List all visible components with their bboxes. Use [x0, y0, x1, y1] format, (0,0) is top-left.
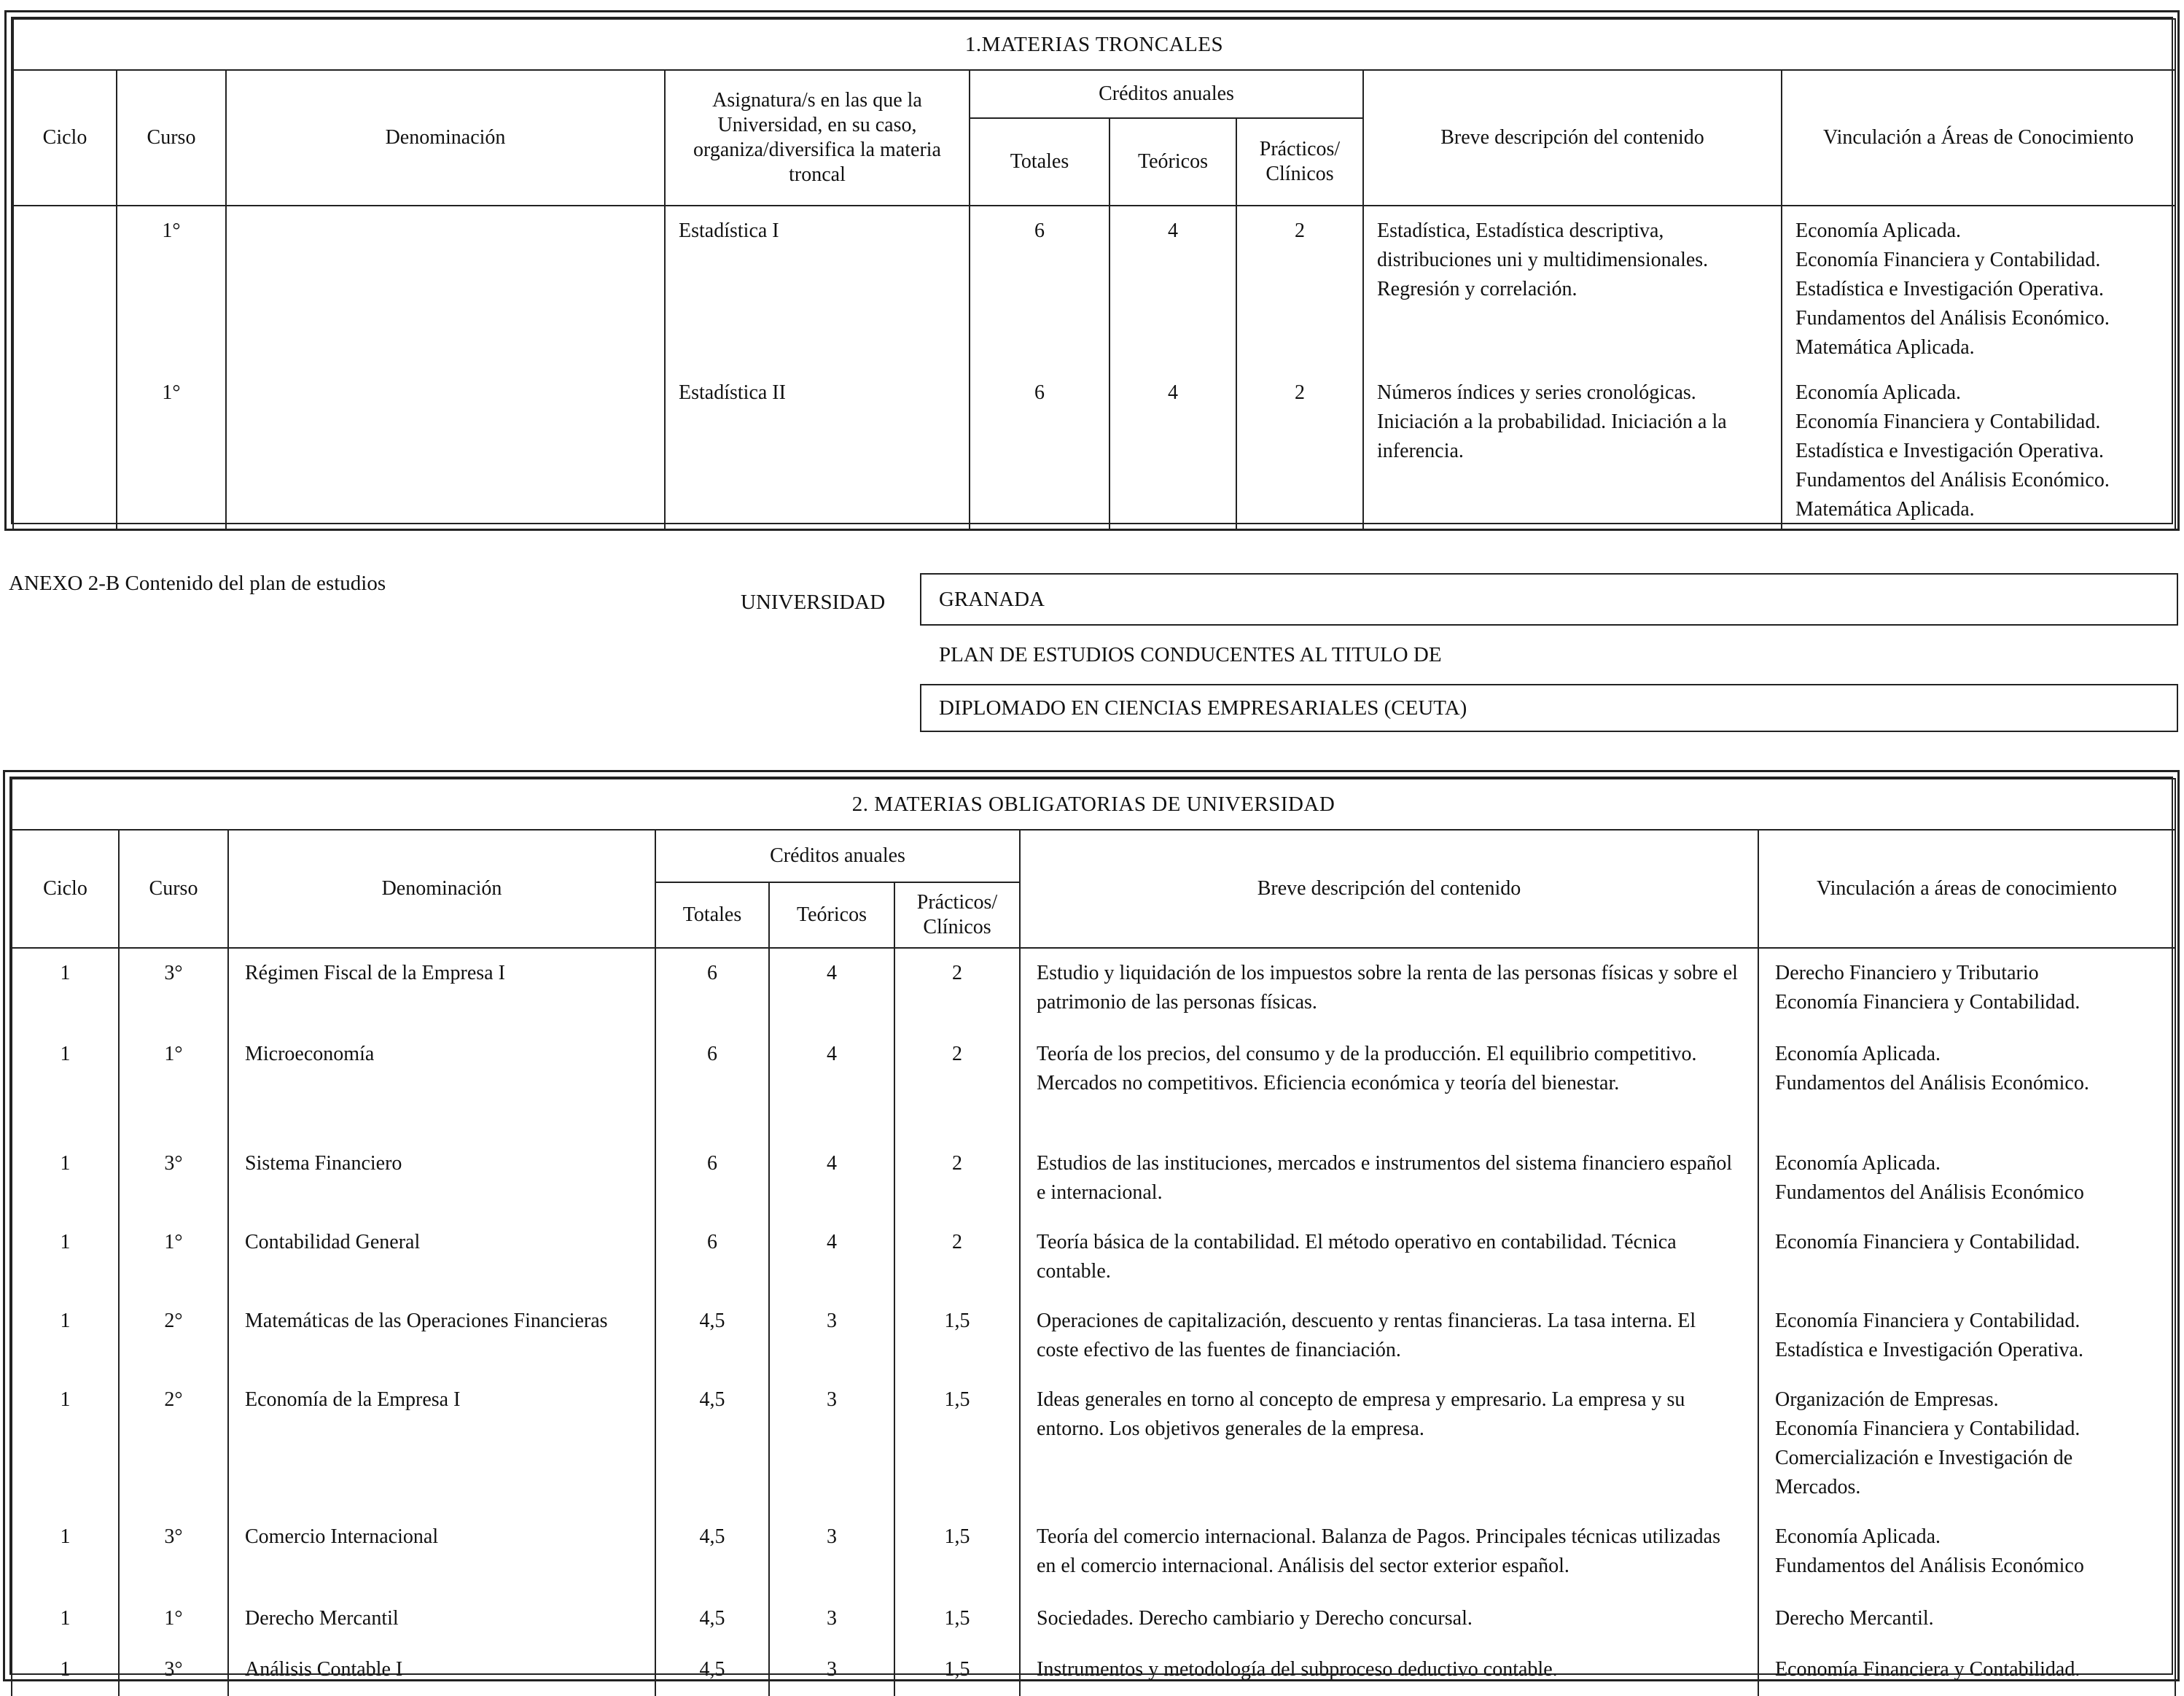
header-teoricos: Teóricos	[769, 882, 894, 948]
table-row	[12, 1218, 2175, 1296]
area-line: Fundamentos del Análisis Económico	[1775, 1555, 2084, 1577]
plan-label: PLAN DE ESTUDIOS CONDUCENTES AL TITULO DE	[939, 643, 1442, 666]
area-line: Economía Financiera y Contabilidad.	[1795, 249, 2101, 271]
curso-cell: 3°	[119, 1139, 228, 1218]
totales-cell: 6	[655, 1218, 769, 1296]
area-line: Economía Financiera y Contabilidad.	[1795, 411, 2101, 433]
descripcion-cell: Estudios de las instituciones, mercados e instrumentos del sistema financiero español e internacional.	[1020, 1139, 1758, 1218]
ciclo-cell: 1	[12, 1218, 119, 1296]
table-row	[12, 1296, 2175, 1375]
practicos-cell: 1,5	[894, 1296, 1020, 1375]
teoricos-cell: 3	[769, 1375, 894, 1512]
descripcion-cell: Estadística, Estadística descriptiva, distribuciones uni y multidimensionales. Regresión y correlación.	[1363, 206, 1782, 368]
table2-title: 2. MATERIAS OBLIGATORIAS DE UNIVERSIDAD	[12, 779, 2175, 830]
area-line: Derecho Mercantil.	[1775, 1607, 1934, 1630]
denominacion-cell: Economía de la Empresa I	[228, 1375, 655, 1512]
titulo-box	[920, 684, 2178, 732]
header-ciclo: Ciclo	[13, 70, 117, 206]
header-vinculacion: Vinculación a áreas de conocimiento	[1758, 830, 2175, 948]
header-vinculacion: Vinculación a Áreas de Conocimiento	[1782, 70, 2175, 206]
descripcion-cell: Instrumentos y metodología del subproceso deductivo contable.	[1020, 1645, 1758, 1696]
totales-cell: 6	[655, 1139, 769, 1218]
descripcion-cell: Teoría básica de la contabilidad. El método operativo en contabilidad. Técnica contable.	[1020, 1218, 1758, 1296]
table1-title: 1.MATERIAS TRONCALES	[13, 19, 2175, 70]
areas-cell	[1758, 1030, 2175, 1139]
area-line: Fundamentos del Análisis Económico.	[1775, 1072, 2089, 1094]
practicos-cell: 2	[894, 948, 1020, 1030]
ciclo-cell: 1	[12, 1512, 119, 1594]
curso-cell: 1°	[117, 368, 226, 530]
ciclo-cell: 1	[12, 1645, 119, 1696]
practicos-cell: 1,5	[894, 1645, 1020, 1696]
area-line: Economía Financiera y Contabilidad.	[1775, 1310, 2080, 1332]
area-line: Estadística e Investigación Operativa.	[1795, 278, 2104, 300]
curso-cell: 1°	[117, 206, 226, 368]
ciclo-cell: 1	[12, 1375, 119, 1512]
area-line: Economía Financiera y Contabilidad.	[1775, 991, 2080, 1014]
totales-cell: 4,5	[655, 1594, 769, 1645]
teoricos-cell: 4	[1109, 368, 1236, 530]
area-line: Economía Aplicada.	[1795, 219, 1962, 242]
header-totales: Totales	[970, 118, 1109, 206]
teoricos-cell: 3	[769, 1296, 894, 1375]
denominacion-cell: Análisis Contable I	[228, 1645, 655, 1696]
table-materias-troncales	[4, 10, 2180, 531]
header-creditos: Créditos anuales	[655, 830, 1020, 882]
denominacion-cell: Matemáticas de las Operaciones Financieras	[228, 1296, 655, 1375]
descripcion-cell: Teoría de los precios, del consumo y de la producción. El equilibrio competitivo. Mercados no competitivos. Eficiencia económica y teoría del bienestar.	[1020, 1030, 1758, 1139]
totales-cell: 6	[655, 948, 769, 1030]
header-ciclo: Ciclo	[12, 830, 119, 948]
area-line: Derecho Financiero y Tributario	[1775, 962, 2039, 984]
denominacion-cell: Sistema Financiero	[228, 1139, 655, 1218]
denominacion-cell: Comercio Internacional	[228, 1512, 655, 1594]
table-row	[12, 1030, 2175, 1139]
ciclo-cell: 1	[12, 948, 119, 1030]
ciclo-cell: 1	[12, 1139, 119, 1218]
area-line: Economía Aplicada.	[1775, 1152, 1941, 1175]
header-denominacion: Denominación	[228, 830, 655, 948]
totales-cell: 4,5	[655, 1296, 769, 1375]
denominacion-cell: Derecho Mercantil	[228, 1594, 655, 1645]
teoricos-cell: 3	[769, 1645, 894, 1696]
area-line: Economía Aplicada.	[1795, 381, 1962, 404]
totales-cell: 4,5	[655, 1645, 769, 1696]
area-line: Economía Aplicada.	[1775, 1525, 1941, 1548]
table-materias-obligatorias	[3, 770, 2180, 1681]
universidad-box	[920, 573, 2178, 626]
curso-cell: 3°	[119, 1645, 228, 1696]
header-totales: Totales	[655, 882, 769, 948]
descripcion-cell: Operaciones de capitalización, descuento y rentas financieras. La tasa interna. El coste efectivo de las fuentes de financiación.	[1020, 1296, 1758, 1375]
ciclo-cell: 1	[12, 1030, 119, 1139]
area-line: Organización de Empresas.	[1775, 1388, 1999, 1411]
table-row	[12, 948, 2175, 1030]
areas-cell	[1782, 368, 2175, 530]
totales-cell: 6	[970, 206, 1109, 368]
totales-cell: 6	[655, 1030, 769, 1139]
table-row	[12, 1512, 2175, 1594]
universidad-label: UNIVERSIDAD	[741, 591, 886, 614]
area-line: Economía Financiera y Contabilidad.	[1775, 1231, 2080, 1253]
asignatura-cell: Estadística II	[665, 368, 970, 530]
header-descripcion: Breve descripción del contenido	[1363, 70, 1782, 206]
curso-cell: 1°	[119, 1218, 228, 1296]
curso-cell: 1°	[119, 1594, 228, 1645]
anexo-label: ANEXO 2-B Contenido del plan de estudios	[9, 572, 386, 595]
header-descripcion: Breve descripción del contenido	[1020, 830, 1758, 948]
teoricos-cell: 3	[769, 1594, 894, 1645]
practicos-cell: 1,5	[894, 1594, 1020, 1645]
ciclo-cell: 1	[12, 1296, 119, 1375]
denominacion-cell: Régimen Fiscal de la Empresa I	[228, 948, 655, 1030]
practicos-cell: 2	[1236, 206, 1363, 368]
teoricos-cell: 3	[769, 1512, 894, 1594]
practicos-cell: 2	[894, 1139, 1020, 1218]
descripcion-cell: Estudio y liquidación de los impuestos sobre la renta de las personas físicas y sobre el patrimonio de las personas físicas.	[1020, 948, 1758, 1030]
header-practicos: Prácticos/ Clínicos	[894, 882, 1020, 948]
table-row	[13, 368, 2175, 530]
table-row	[12, 1645, 2175, 1696]
curso-cell: 2°	[119, 1296, 228, 1375]
area-line: Fundamentos del Análisis Económico.	[1795, 307, 2110, 330]
denominacion-cell: Microeconomía	[228, 1030, 655, 1139]
table-row	[12, 1375, 2175, 1512]
area-line: Economía Financiera y Contabilidad.	[1775, 1417, 2080, 1440]
totales-cell: 4,5	[655, 1375, 769, 1512]
descripcion-cell: Sociedades. Derecho cambiario y Derecho concursal.	[1020, 1594, 1758, 1645]
table-row	[13, 206, 2175, 368]
teoricos-cell: 4	[769, 1030, 894, 1139]
denominacion-cell	[226, 368, 665, 530]
area-line: Economía Financiera y Contabilidad.	[1775, 1658, 2080, 1681]
teoricos-cell: 4	[769, 948, 894, 1030]
ciclo-cell	[13, 368, 117, 530]
area-line: Matemática Aplicada.	[1795, 336, 1975, 359]
teoricos-cell: 4	[1109, 206, 1236, 368]
curso-cell: 3°	[119, 948, 228, 1030]
area-line: Matemática Aplicada.	[1795, 498, 1975, 521]
header-creditos: Créditos anuales	[970, 70, 1363, 118]
areas-cell	[1758, 1645, 2175, 1696]
asignatura-cell: Estadística I	[665, 206, 970, 368]
universidad-value: GRANADA	[939, 587, 1045, 611]
ciclo-cell: 1	[12, 1594, 119, 1645]
curso-cell: 2°	[119, 1375, 228, 1512]
header-asignaturas: Asignatura/s en las que la Universidad, en su caso, organiza/diversifica la materia troncal	[665, 70, 970, 206]
header-curso: Curso	[119, 830, 228, 948]
areas-cell	[1758, 948, 2175, 1030]
teoricos-cell: 4	[769, 1139, 894, 1218]
ciclo-cell	[13, 206, 117, 368]
practicos-cell: 1,5	[894, 1375, 1020, 1512]
header-curso: Curso	[117, 70, 226, 206]
descripcion-cell: Ideas generales en torno al concepto de empresa y empresario. La empresa y su entorno. Los objetivos generales de la empresa.	[1020, 1375, 1758, 1512]
areas-cell	[1758, 1296, 2175, 1375]
area-line: Fundamentos del Análisis Económico.	[1795, 469, 2110, 491]
totales-cell: 4,5	[655, 1512, 769, 1594]
curso-cell: 3°	[119, 1512, 228, 1594]
table-row	[12, 1139, 2175, 1218]
practicos-cell: 2	[894, 1218, 1020, 1296]
area-line: Fundamentos del Análisis Económico	[1775, 1181, 2084, 1204]
practicos-cell: 1,5	[894, 1512, 1020, 1594]
header-denominacion: Denominación	[226, 70, 665, 206]
header-practicos: Prácticos/ Clínicos	[1236, 118, 1363, 206]
descripcion-cell: Números índices y series cronológicas. Iniciación a la probabilidad. Iniciación a la inferencia.	[1363, 368, 1782, 530]
area-line: Estadística e Investigación Operativa.	[1795, 440, 2104, 462]
teoricos-cell: 4	[769, 1218, 894, 1296]
header-teoricos: Teóricos	[1109, 118, 1236, 206]
denominacion-cell	[226, 206, 665, 368]
areas-cell	[1758, 1139, 2175, 1218]
area-line: Comercialización e Investigación de Mercados.	[1775, 1447, 2073, 1498]
titulo-value: DIPLOMADO EN CIENCIAS EMPRESARIALES (CEUTA)	[939, 696, 1467, 720]
areas-cell	[1782, 206, 2175, 368]
areas-cell	[1758, 1512, 2175, 1594]
table-row	[12, 1594, 2175, 1645]
areas-cell	[1758, 1594, 2175, 1645]
areas-cell	[1758, 1375, 2175, 1512]
areas-cell	[1758, 1218, 2175, 1296]
denominacion-cell: Contabilidad General	[228, 1218, 655, 1296]
area-line: Economía Aplicada.	[1775, 1043, 1941, 1065]
descripcion-cell: Teoría del comercio internacional. Balanza de Pagos. Principales técnicas utilizadas en el comercio internacional. Análisis del sector exterior español.	[1020, 1512, 1758, 1594]
practicos-cell: 2	[894, 1030, 1020, 1139]
practicos-cell: 2	[1236, 368, 1363, 530]
curso-cell: 1°	[119, 1030, 228, 1139]
area-line: Estadística e Investigación Operativa.	[1775, 1339, 2083, 1361]
totales-cell: 6	[970, 368, 1109, 530]
